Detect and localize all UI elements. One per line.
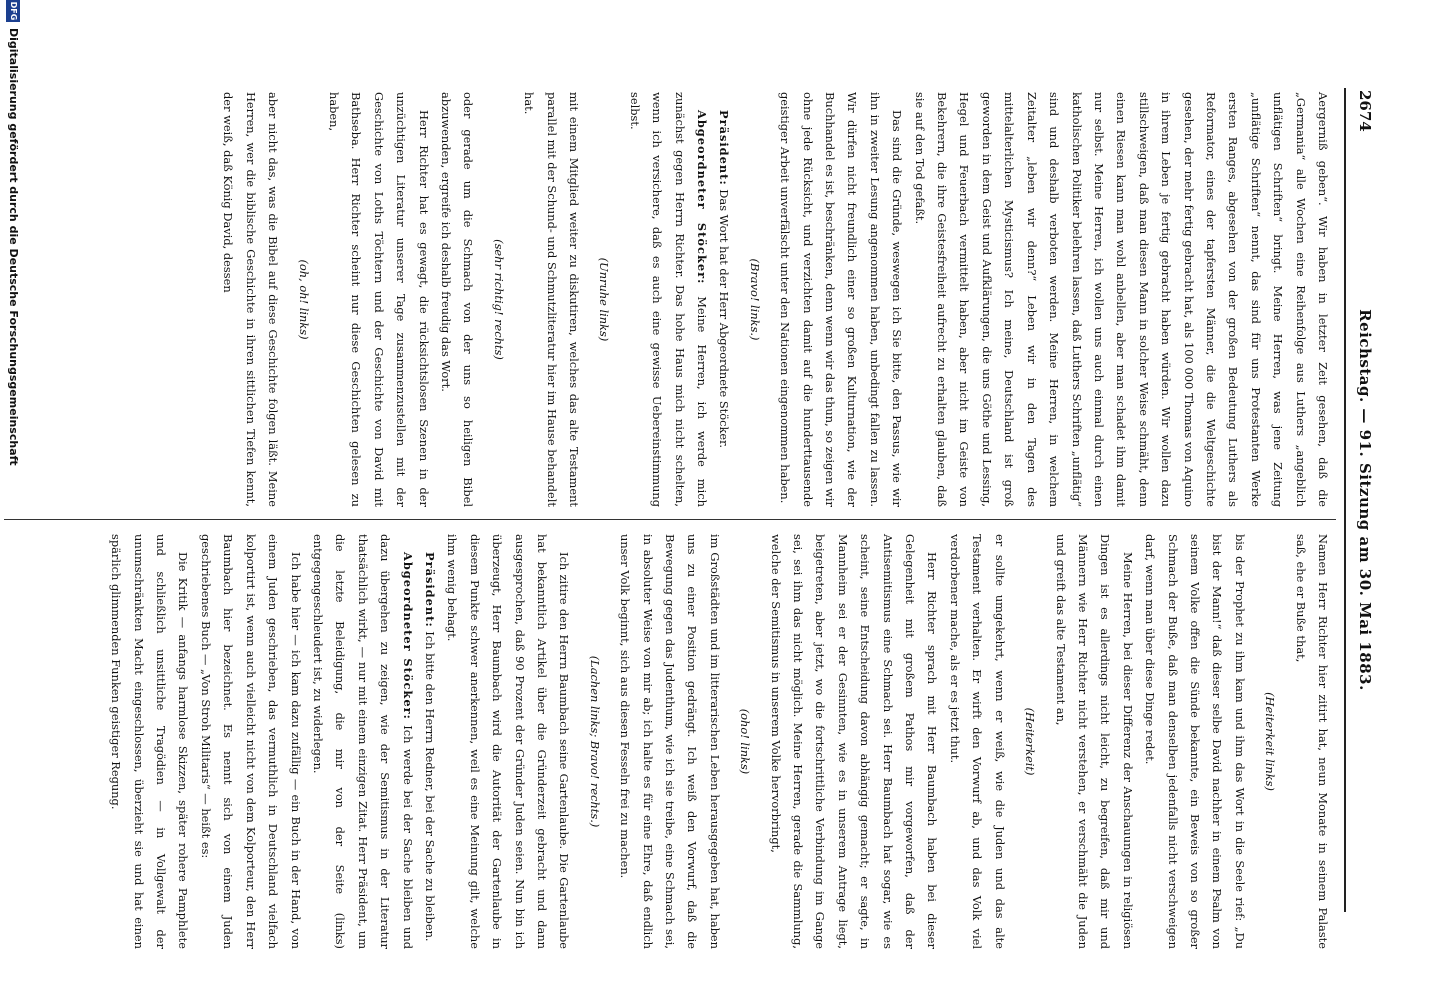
paragraph: er sollte umgekehrt, wenn er weiß, wie die Juden und das alte Testament verhalten. Er wirft den Vorwurf ab, und das Volk viel verdorbener mache, als er es jetzt thut. <box>947 534 1007 949</box>
paragraph: Die Kritik — anfangs harmlose Skizzen, später rohere Pamphlete und schließlich unsittliche Tragödien — in Vollgewalt der unumschränkten Macht eingeschlossen, überzieht sie und hat einen spärlich glimmenden Funken geistiger Regung. <box>109 534 191 949</box>
paragraph: aber nicht das, was die Bibel auf diese Geschichte folgen läßt. Meine Herren, wer die biblische Geschichte in ihren sittlichen Tiefen kennt, der weiß, daß König David, dessen <box>221 92 281 507</box>
paragraph: im Großstädten und im litterarischen Leben herausgegeben hat, haben uns zu einer Position gedrängt. Ich weiß den Vorwurf, daß die Bewegung gegen das Judenthum, wie ich sie treibe, eine Schmach sei, in absoluter Weise von mir ab; ich halte es für eine Ehre, daß endlich unser Volk beginnt, sich aus diesen Fesseln frei zu machen. <box>618 534 722 949</box>
statement-text: Das Wort hat der Herr Abgeordnete Stöcker. <box>717 189 732 448</box>
president-statement <box>419 534 441 949</box>
footer-text: Digitalisierung gefördert durch die Deutsche Forschungsgemeinschaft <box>7 28 20 466</box>
paragraph: Herr Richter sprach mit Herr Baumbach haben bei dieser Gelegenheit mit großem Pathos mir vorgeworfen, daß der Antisemitismus eine Schmach sei. Herr Baumbach hat sogar, wie es scheint, seine Entscheidung davon abhängig gemacht; er sagte, in Mannheim sei er der Gesinnten, wie es in unserem Antrage liegt, beigetreten, aber jetzt, wo die fortschrittliche Verbindung im Gange sei, sei ihm das nicht möglich. Meine Herren, gerade die Sammlung, welche der Semitismus in unserem Volke hervorbringt, <box>768 534 940 949</box>
paragraph: Herr Richter hat es gewagt, die rücksichtslosen Szenen in der unzüchtigen Literatur unserer Tage zusammenzustellen mit der Geschichte von Loths Töchtern und der Geschichte von David mit Bathseba. Herr Richter scheint nur diese Geschichten gelesen zu haben, <box>326 92 431 507</box>
speaker-label: Abgeordneter Stöcker: <box>400 552 415 720</box>
statement-text: Ich bitte den Herrn Redner, bei der Sache zu bleiben. <box>422 631 437 942</box>
speaker-label: Präsident: <box>422 552 437 628</box>
column-divider <box>4 519 1336 520</box>
page-title: Reichstag. — 91. Sitzung am 30. Mai 1883. <box>1356 309 1374 691</box>
page-header <box>1350 90 1374 910</box>
header-rule <box>1344 88 1346 912</box>
speaker-label: Präsident: <box>717 110 732 186</box>
speaker-label: Abgeordneter Stöcker: <box>695 110 710 285</box>
paragraph: Namen Herr Richter hier zitirt hat, neun Monate in seinem Palaste saß, ehe er Buße that, <box>1293 534 1330 949</box>
stage-direction: (Heiterkeit links) <box>1263 692 1278 791</box>
paragraph: Aergerniß geben“. Wir haben in letzter Zeit gesehen, daß die „Germania“ alle Wochen eine Reihenfolge aus Luthers „angeblich unflätigen Schriften“ bringt. Meine Herren, was jene Zeitung „unflätige Schriften“ nennt, das sind für uns Protestanten Werke ersten Ranges, abgesehen von der großen Bedeutung Luthers als Reformator, eines der tapfersten Männer, die die Weltgeschichte gesehen, der mehr fertig gebracht hat, als 100 000 Thomas von Aquino in ihrem Leben je fertig gebracht haben würden. Wir wollen dazu stillschweigen, daß man diesen Mann in solcher Weise schmäht, denn einen Riesen kann man wohl anbellen, aber man schadet ihm damit nur selbst. Meine Herren, ich wollen uns auch einmal durch einen katholischen Politiker belehren lassen, daß Luthers Schriften „unflätig“ sind und deshalb verboten werden. Meine Herren, in welchem Zeitalter „leben wir denn?“ Leben wir in den Tagen des mittelalterlichen Mysticismus? Ich meine, Deutschland ist groß geworden in dem Geist und Aufklärungen, die uns Göthe und Lessing, Hegel und Feuerbach vermittelt haben, aber nicht im Geiste von Bekehrern, die ihre Geistesfreiheit aufrecht zu erhalten glauben, daß sie auf den Tod gefaßt. <box>912 92 1330 507</box>
stage-direction: (Lachen links; Bravo! rechts.) <box>587 655 602 828</box>
digitization-footer <box>2 0 22 1000</box>
left-column <box>217 92 1334 507</box>
right-column <box>105 534 1334 949</box>
paragraph: mit einem Mitglied weiter zu diskutiren, welches das alte Testament parallel mit der Schund- und Schmutzliteratur hier im Hause behandelt hat. <box>522 92 581 507</box>
dfg-logo: DFG <box>6 0 20 22</box>
speech-statement <box>307 534 419 949</box>
paragraph: Ich habe hier — ich kam dazu zufällig — ein Buch in der Hand, von einem Juden geschrieben, das vermuthlich in Deutschland vielfach kolportirt ist, wenn auch vielleicht nicht von dem Kolporteur, den Herr Baumbach hier bezeichnet. Es nennt sich von einem Juden geschriebenes Buch — „Von Stroh Militaris“ — heißt es: <box>198 534 303 949</box>
statement-text: Meine Herren, ich werde mich zunächst gegen Herrn Richter. Das hohe Haus mich nicht schelten, wenn ich versichere, daß es auch eine gewisse Uebereinstimmung selbst. <box>627 92 710 507</box>
paragraph: Das sind die Gründe, weswegen ich Sie bitte, den Passus, wie wir ihn in zweiter Lesung angenommen haben, unbedingt fallen zu lassen. Wir dürfen nicht freundlich einer so großen Kulturnation, wie der Buchhandel es ist, beschränken, denn wenn wir das thun, so zeigen wir ohne jede Rücksicht, und verzichten damit auf die hunderttausende geistiger Arbeit unverfälscht unter den Nationen eingenommen haben. <box>778 92 905 507</box>
president-statement <box>713 92 735 507</box>
speech-statement <box>623 92 713 507</box>
stage-direction: (Bravo! links.) <box>747 258 762 341</box>
stage-direction: (oho! links) <box>738 708 753 775</box>
stage-direction: (Unruhe links) <box>597 257 612 342</box>
paragraph: oder gerade um die Schmach von der uns so heiligen Bibel abzuwenden, ergreife ich deshalb freudig das Wort. <box>438 92 476 507</box>
stage-direction: (oh, oh! links) <box>296 259 311 340</box>
paragraph: Meine Herren, bei dieser Differenz der Anschauungen in religiösen Dingen ist es allerdings nicht leicht, zu begreifen, daß mir und Männern wie Herr Richter nicht verstehen, er verschmäht die Juden und greift das alte Testament an, <box>1053 534 1135 949</box>
paragraph: bis der Prophet zu ihm kam und ihm das Wort in die Seele rief: „Du bist der Mann!“ daß dieser selbe David nachher in einem Psalm von seinem Volke offen die Sünde bekannte, ein Beweis von so großer Schmach der Buße, daß man denselben jedenfalls nicht verschweigen darf, wenn man über diese Dinge redet. <box>1143 534 1247 949</box>
page-number: 2674 <box>1356 90 1374 132</box>
stage-direction: (Heiterkeit) <box>1023 707 1038 776</box>
paragraph: Ich zitire den Herrn Baumbach seine Gartenlaube. Die Gartenlaube hat bekanntlich Artikel über die Gründerzeit gebracht und dann ausgesprochen, daß 90 Prozent der Gründer Juden seien. Nun bin ich überzeugt, Herr Baumbach wird die Autorität der Gartenlaube in diesem Punkte schwer anerkennen, weil es eine Meinung gilt, welche ihm wenig behagt. <box>445 534 572 949</box>
statement-text: Ich werde bei der Sache bleiben und dazu übergehen zu zeigen, wie der Semitismus in der Literatur thatsächlich wirkt, — nur mit einem einzigen Zitat. Herr Präsident, um die letzte Beleidigung, die mir von der Seite (links) entgegengeschleudert ist, zu widerlegen. <box>310 534 415 949</box>
stage-direction: (sehr richtig! rechts) <box>491 239 506 360</box>
